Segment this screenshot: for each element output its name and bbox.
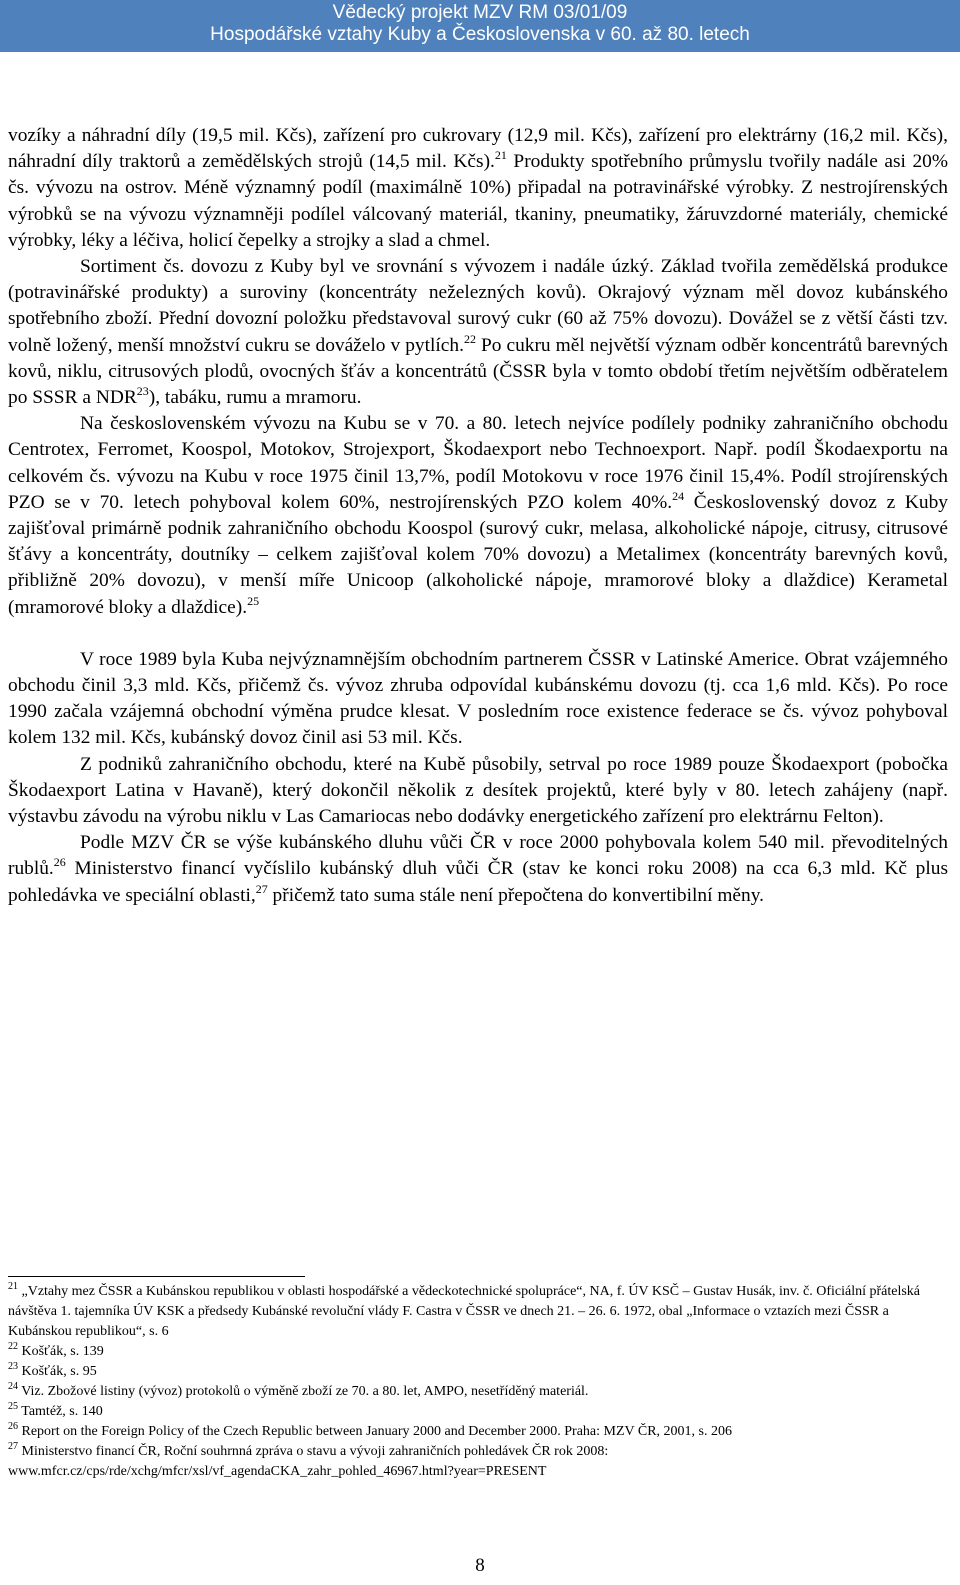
footnote xyxy=(8,1402,943,1422)
footnote xyxy=(8,1342,943,1362)
page-header xyxy=(0,0,960,52)
footnote-number: 26 xyxy=(8,1421,18,1432)
footnote xyxy=(8,1362,943,1382)
page-number: 8 xyxy=(475,1555,485,1576)
footnote-number: 27 xyxy=(8,1441,18,1452)
body-text xyxy=(8,123,948,909)
paragraph-1 xyxy=(8,123,948,254)
footnote xyxy=(8,1382,943,1402)
text-run: Produkty spotřebního průmyslu tvořily nadále asi 20% čs. vývozu na ostrov. Méně významný podíl (maximálně 10%) připadal na potravinářské výrobky. Z nestrojírenských výrobků se na vývozu významněji podílel válcovaný materiál, tkaniny, pneumatiky, žáruvzdorné materiály, chemické výrobky, léky a léčiva, holicí čepelky a strojky a slad a chmel. xyxy=(8,151,948,251)
paragraph-5: Z podniků zahraničního obchodu, které na Kubě působily, setrval po roce 1989 pouze Škodaexport (pobočka Škodaexport Latina v Havaně), který dokončil několik z desítek projektů, které byly v 80. letech zahájeny (např. výstavbu závodu na výrobu niklu v Las Camariocas nebo dodávky energetického zařízení pro elektrárnu Felton). xyxy=(8,753,948,828)
footnote-text: Tamtéž, s. 140 xyxy=(18,1404,103,1419)
footnote-number: 21 xyxy=(8,1281,18,1292)
footnote-separator xyxy=(8,1276,305,1277)
text-run: ), tabáku, rumu a mramoru. xyxy=(148,387,362,409)
footnote xyxy=(8,1442,943,1482)
footnote-number: 23 xyxy=(8,1361,18,1372)
footnote-ref[interactable]: 21 xyxy=(494,148,507,163)
paragraph-4: V roce 1989 byla Kuba nejvýznamnějším obchodním partnerem ČSSR v Latinské Americe. Obrat vzájemného obchodu činil 3,3 mld. Kčs, přičemž čs. vývoz zhruba odpovídal kubánskému dovozu (tj. cca 1,6 mld. Kčs). Po roce 1990 začala vzájemná obchodní výměna prudce klesat. V posledním roce existence federace se čs. vývoz pohyboval kolem 132 mil. Kčs, kubánský dovoz činil asi 53 mil. Kčs. xyxy=(8,648,948,749)
footnote-ref[interactable]: 23 xyxy=(136,384,149,399)
paragraph-3 xyxy=(8,411,948,621)
footnote-ref[interactable]: 24 xyxy=(672,488,685,503)
text-run: Podle MZV ČR se výše kubánského dluhu vůči ČR v roce 2000 pohybovala kolem 540 mil. převoditelných rublů. xyxy=(8,832,948,880)
footnote-number: 24 xyxy=(8,1381,18,1392)
text-run: Sortiment čs. dovozu z Kuby byl ve srovnání s vývozem i nadále úzký. Základ tvořila zemědělská produkce (potravinářské produkty) a suroviny (koncentráty neželezných kovů). Okrajový význam měl dovoz kubánského spotřebního zboží. Přední dovozní položku představoval surový cukr (60 až 75% dovozu). Dovážel se z větší části tzv. volně ložený, menší množství cukru se dováželo v pytlích. xyxy=(8,256,948,356)
footnote-text: Košťák, s. 139 xyxy=(18,1344,104,1359)
footnote-text: Ministerstvo financí ČR, Roční souhrnná zpráva o stavu a vývoji zahraničních pohledávek ČR rok 2008: www.mfcr.cz/cps/rde/xchg/mfcr/xsl/vf_agendaCKA_zahr_pohled_46967.html?year=PRESENT xyxy=(8,1444,609,1479)
text-run: vozíky a náhradní díly (19,5 mil. Kčs), zařízení pro cukrovary (12,9 mil. Kčs), zařízení pro elektrárny (16,2 mil. Kčs), náhradní díly traktorů a zemědělských strojů (14,5 mil. Kčs). xyxy=(8,125,948,173)
text-run: Na československém vývozu na Kubu se v 70. a 80. letech nejvíce podílely podniky zahraničního obchodu Centrotex, Ferromet, Koospol, Motokov, Strojexport, Škodaexport nebo Technoexport. Např. podíl Škodaexportu na celkovém čs. vývozu na Kubu v roce 1975 činil 13,7%, podíl Motokovu v roce 1976 činil 15,4%. Podíl strojírenských PZO se v 70. letech pohyboval kolem 60%, nestrojírenských PZO kolem 40%. xyxy=(8,413,948,513)
footnote-text: „Vztahy mez ČSSR a Kubánskou republikou v oblasti hospodářské a vědeckotechnické spolupráce“, NA, f. ÚV KSČ – Gustav Husák, inv. č. Oficiální přátelská návštěva 1. tajemníka ÚV KSK a předsedy Kubánské revoluční vlády F. Castra v ČSSR ve dnech 21. – 26. 6. 1972, obal „Informace o vztazích mezi ČSSR a Kubánskou republikou“, s. 6 xyxy=(8,1284,921,1339)
footnote xyxy=(8,1282,943,1342)
footnote-number: 22 xyxy=(8,1341,18,1352)
footnotes xyxy=(8,1282,943,1482)
paragraph-2 xyxy=(8,254,948,411)
text-run: Ministerstvo financí vyčíslilo kubánský dluh vůči ČR (stav ke konci roku 2008) na cca 6,3 mld. Kč plus pohledávka ve speciální oblasti, xyxy=(8,858,948,906)
footnote-ref[interactable]: 27 xyxy=(255,881,268,896)
text-run: Po cukru měl největší význam odběr koncentrátů barevných kovů, niklu, citrusových plodů, ovocných šťáv a koncentrátů (ČSSR byla v tomto období třetím největším odběratelem po SSSR a NDR xyxy=(8,334,948,409)
footnote-ref[interactable]: 22 xyxy=(463,331,476,346)
footnote-text: Košťák, s. 95 xyxy=(18,1364,97,1379)
header-project-title: Vědecký projekt MZV RM 03/01/09 xyxy=(332,2,628,23)
footnote-number: 25 xyxy=(8,1401,18,1412)
paragraph-6 xyxy=(8,830,948,909)
text-run: přičemž tato suma stále není přepočtena do konvertibilní měny. xyxy=(267,884,764,906)
header-subtitle: Hospodářské vztahy Kuby a Československa v 60. až 80. letech xyxy=(210,24,750,45)
text-run: Československý dovoz z Kuby zajišťoval primárně podnik zahraničního obchodu Koospol (surový cukr, melasa, alkoholické nápoje, citrusy, citrusové šťávy a koncentráty, doutníky – celkem zajišťoval kolem 70% dovozu) a Metalimex (koncentráty barevných kovů, přibližně 20% dovozu), v menší míře Unicoop (alkoholické nápoje, mramorové bloky a dlaždice) Kerametal (mramorové bloky a dlaždice). xyxy=(8,491,948,618)
footnote-ref[interactable]: 26 xyxy=(53,855,66,870)
footnote-ref[interactable]: 25 xyxy=(247,593,260,608)
footnote xyxy=(8,1422,943,1442)
paragraph-gap xyxy=(8,621,948,647)
footnote-text: Report on the Foreign Policy of the Czech Republic between January 2000 and December 2000. Praha: MZV ČR, 2001, s. 206 xyxy=(18,1424,732,1439)
footnote-text: Viz. Zbožové listiny (vývoz) protokolů o výměně zboží ze 70. a 80. let, AMPO, nesetříděný materiál. xyxy=(18,1384,589,1399)
